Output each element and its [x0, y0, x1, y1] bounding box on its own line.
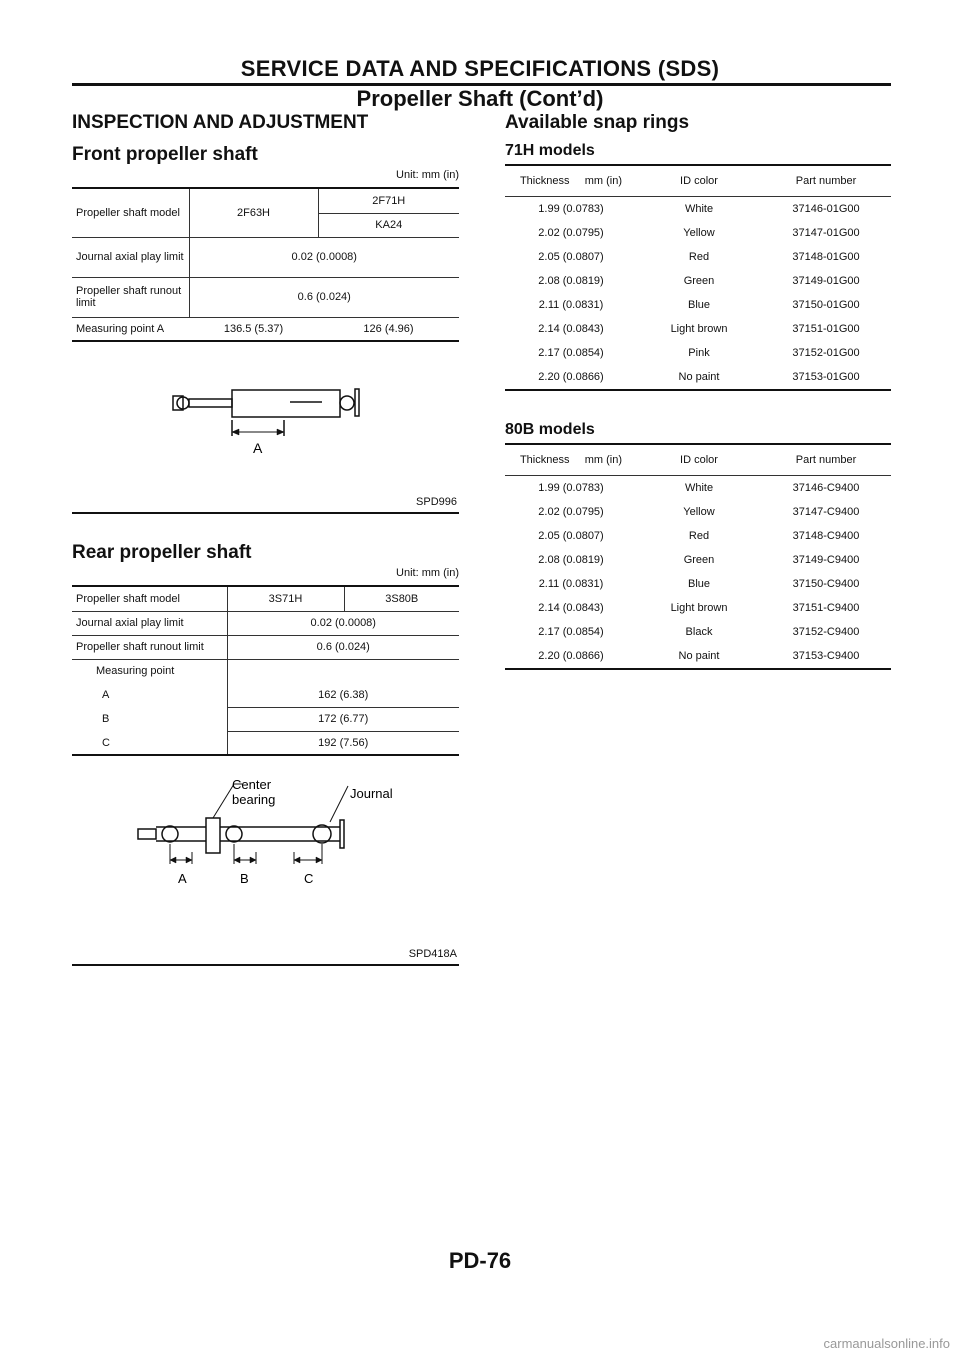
front-journal-label: Journal axial play limit [72, 237, 189, 277]
front-measure-label: Measuring point A [72, 317, 189, 341]
rear-model-3s71h: 3S71H [227, 587, 344, 611]
h71-table [505, 166, 891, 391]
rear-unit: Unit: mm (in) [72, 567, 459, 587]
rear-model-label: Propeller shaft model [72, 587, 227, 611]
front-model-label: Propeller shaft model [72, 189, 189, 237]
rear-shaft-diagram [72, 756, 459, 964]
rear-shaft-table [72, 587, 459, 756]
rear-runout-value: 0.6 (0.024) [227, 635, 459, 659]
rear-fig-a-label: A [178, 871, 187, 886]
front-fig-code: SPD996 [416, 496, 457, 508]
rear-point-a-label: A [102, 689, 110, 701]
snap-rings-title: Available snap rings [505, 112, 690, 133]
rear-fig-code: SPD418A [408, 948, 457, 960]
table-row: 2.02 (0.0795) Yellow 37147-01G00 [538, 227, 860, 239]
front-journal-value: 0.02 (0.0008) [189, 237, 459, 277]
h71-col-thickness: Thickness mm (in) [505, 166, 637, 197]
table-row: 2.20 (0.0866) No paint 37153-01G00 [505, 365, 891, 390]
rear-model-3s80b: 3S80B [344, 587, 459, 611]
table-row: 2.08 (0.0819) Green 37149-C9400 [538, 554, 860, 566]
rear-fig-bearing-label: bearing [232, 792, 276, 807]
front-shaft-diagram [72, 342, 459, 512]
rear-runout-label: Propeller shaft runout limit [72, 635, 227, 659]
rear-measure-label: Measuring point [96, 665, 175, 678]
front-shaft-figure [72, 342, 459, 514]
front-model-2f63h: 2F63H [189, 189, 318, 237]
table-row: 2.05 (0.0807) Red 37148-01G00 [538, 251, 860, 263]
table-row: 2.17 (0.0854) Pink 37152-01G00 [538, 347, 860, 359]
rear-shaft-figure [72, 756, 459, 966]
rear-fig-c-label: C [304, 871, 314, 886]
front-fig-label-a: A [253, 440, 263, 456]
b80-col-id: ID color [637, 445, 761, 476]
table-row: 2.11 (0.0831) Blue 37150-C9400 [538, 578, 860, 590]
rear-point-c-value: 192 (7.56) [227, 731, 459, 755]
table-row: 1.99 (0.0783) White 37146-01G00 [538, 203, 860, 215]
h71-col-id: ID color [637, 166, 761, 197]
page-header-title: SERVICE DATA AND SPECIFICATIONS (SDS) [240, 56, 720, 81]
watermark: carmanualsonline.info [823, 1336, 950, 1351]
page-header-subtitle: Propeller Shaft (Cont’d) [356, 86, 604, 111]
table-row: 2.14 (0.0843) Light brown 37151-01G00 [538, 323, 860, 335]
rear-fig-center-label: Center [232, 777, 272, 792]
rear-fig-journal-label: Journal [350, 786, 393, 801]
h71-title: 71H models [505, 142, 891, 166]
table-row: 2.02 (0.0795) Yellow 37147-C9400 [538, 506, 860, 518]
table-row: 1.99 (0.0783) White 37146-C9400 [538, 482, 860, 494]
b80-col-thickness: Thickness mm (in) [505, 445, 637, 476]
rear-journal-value: 0.02 (0.0008) [227, 611, 459, 635]
page-number: PD-76 [448, 1248, 512, 1273]
front-model-ka24: KA24 [318, 213, 459, 237]
table-row: 2.08 (0.0819) Green 37149-01G00 [538, 275, 860, 287]
b80-col-part: Part number [761, 445, 891, 476]
table-row: 2.05 (0.0807) Red 37148-C9400 [538, 530, 860, 542]
table-row: 2.17 (0.0854) Black 37152-C9400 [538, 626, 860, 638]
table-row: 2.14 (0.0843) Light brown 37151-C9400 [538, 602, 860, 614]
right-column [505, 112, 891, 670]
front-measure-value2: 126 (4.96) [318, 317, 459, 341]
rear-point-b-value: 172 (6.77) [227, 707, 459, 731]
front-shaft-table [72, 189, 459, 342]
front-model-2f71h: 2F71H [318, 189, 459, 213]
front-unit: Unit: mm (in) [72, 169, 459, 189]
rear-fig-b-label: B [240, 871, 249, 886]
table-row: 2.20 (0.0866) No paint 37153-C9400 [505, 644, 891, 669]
front-runout-value: 0.6 (0.024) [189, 277, 459, 317]
rear-shaft-title: Rear propeller shaft [72, 542, 252, 563]
b80-title: 80B models [505, 421, 891, 445]
section-title: INSPECTION AND ADJUSTMENT [72, 112, 369, 133]
table-row: 2.11 (0.0831) Blue 37150-01G00 [538, 299, 860, 311]
front-measure-value1: 136.5 (5.37) [189, 317, 318, 341]
rear-point-b-label: B [102, 713, 110, 725]
front-shaft-title: Front propeller shaft [72, 144, 258, 165]
rear-point-c-label: C [72, 731, 227, 755]
left-column [72, 112, 459, 966]
h71-col-part: Part number [761, 166, 891, 197]
front-runout-label: Propeller shaft runout limit [72, 277, 189, 317]
rear-journal-label: Journal axial play limit [72, 611, 227, 635]
b80-table [505, 445, 891, 670]
rear-point-a-value: 162 (6.38) [227, 683, 459, 707]
